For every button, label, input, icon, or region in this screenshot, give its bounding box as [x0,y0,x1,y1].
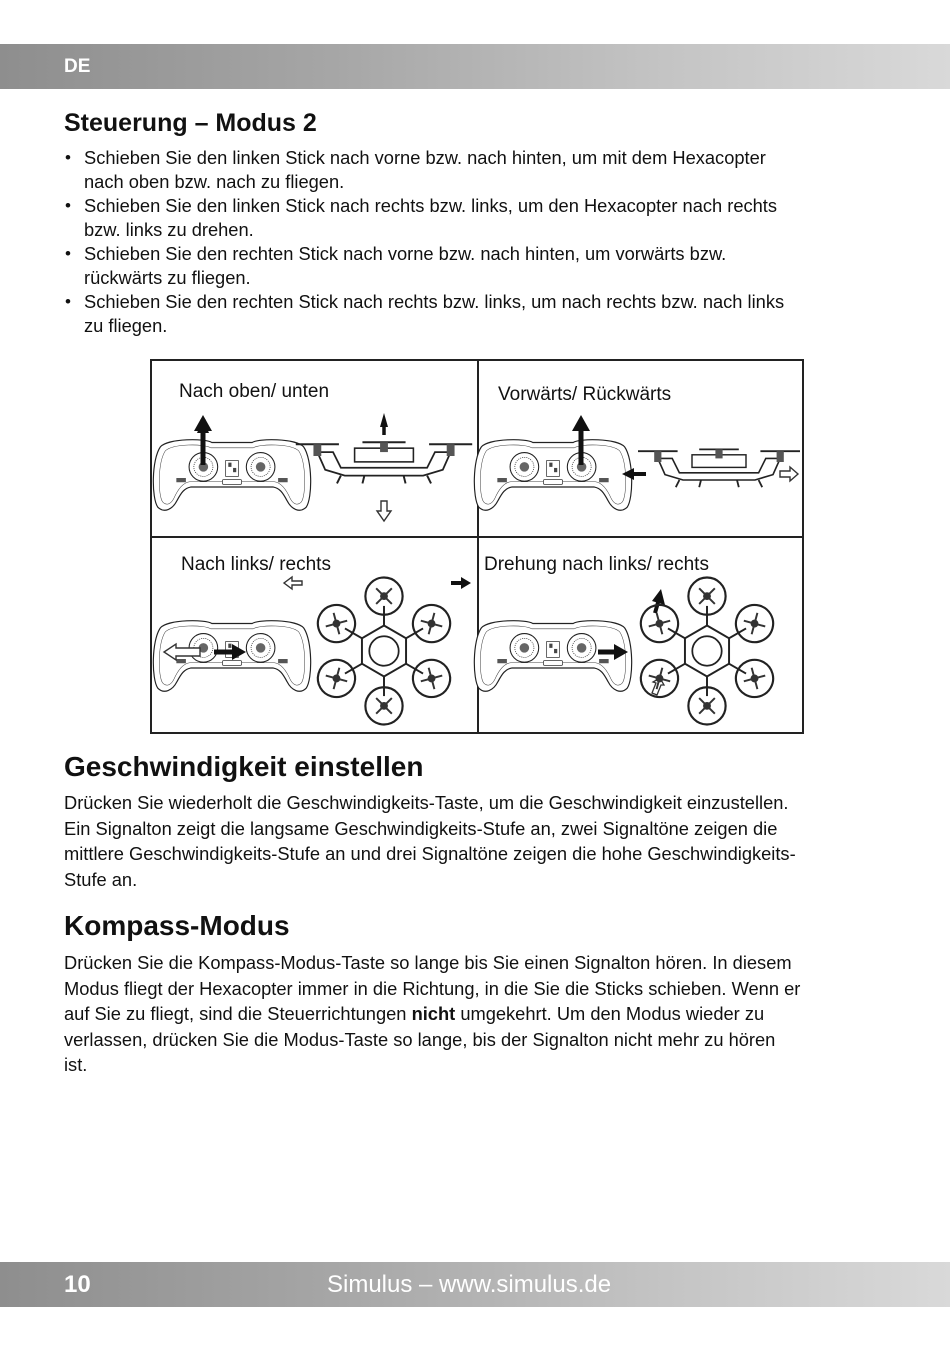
control-bullet-list [64,146,894,338]
content-section-1 [64,108,894,338]
page-number: 10 [64,1271,91,1298]
emphasis-nicht: nicht [411,1003,456,1024]
language-label: DE [64,56,91,77]
cell-label-rotation: Drehung nach links/ rechts [484,554,709,575]
list-item: • Schieben Sie den rechten Stick nach rechts bzw. links, um nach rechts bzw. nach links zu fliegen. [64,290,894,338]
section-title-kompass: Kompass-Modus [64,910,290,941]
speed-paragraph: Drücken Sie wiederholt die Geschwindigkeits-Taste, um die Geschwindigkeit einzustellen. Ein Signalton zeigt die langsame Geschwindigkeits-Stufe an, zwei Signaltöne zeigen die mittlere Geschwindigkeits-Stufe an und drei Signaltöne zeigen die hohe Geschwindigkeits- Stufe an. [64,792,796,890]
compass-paragraph: Drücken Sie die Kompass-Modus-Taste so lange bis Sie einen Signalton hören. In diesem Modus fliegt der Hexacopter immer in die Richtung, in die Sie die Sticks schieben. Wenn er auf Sie zu fliegt, sind die Steuerrichtungen nicht umgekehrt. Um den Modus wieder zu verlassen, drücken Sie die Modus-Taste so lange, bis der Signalton nicht mehr zu hören ist. [64,952,801,1075]
content-section-3 [64,909,894,1078]
diagram-illustrations [152,361,802,732]
header-bar [0,44,950,89]
footer-website: Simulus – www.simulus.de [327,1271,612,1298]
section-title-steuerung: Steuerung – Modus 2 [64,109,317,137]
list-item: • Schieben Sie den rechten Stick nach vorne bzw. nach hinten, um vorwärts bzw. rückwärts zu fliegen. [64,242,894,290]
list-item: • Schieben Sie den linken Stick nach rechts bzw. links, um den Hexacopter nach rechts bzw. links zu drehen. [64,194,894,242]
section-title-geschwindigkeit: Geschwindigkeit einstellen [64,751,424,782]
cell-label-up-down: Nach oben/ unten [179,381,330,402]
control-diagram [150,359,804,734]
cell-label-forward-backward: Vorwärts/ Rückwärts [498,384,672,405]
content-section-2 [64,750,894,892]
cell-label-left-right: Nach links/ rechts [181,554,331,575]
footer-bar [0,1262,950,1307]
list-item: • Schieben Sie den linken Stick nach vorne bzw. nach hinten, um mit dem Hexacopter nach oben bzw. nach zu fliegen. [64,146,894,194]
